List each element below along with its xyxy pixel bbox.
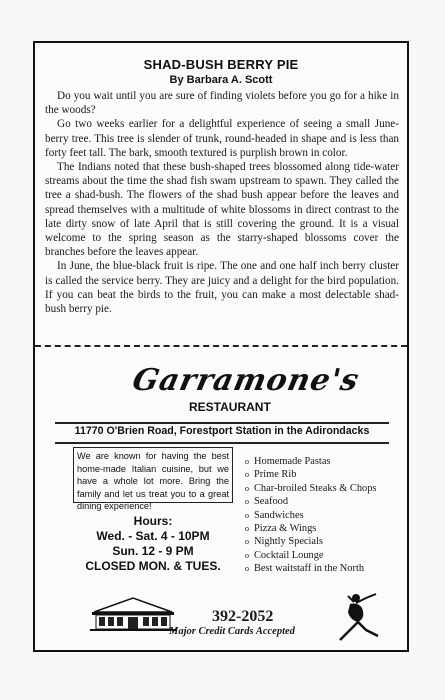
bullet-circle-icon: o	[245, 457, 249, 466]
article-title: SHAD-BUSH BERRY PIE	[143, 57, 299, 72]
menu-item: o Seafood	[245, 496, 289, 508]
menu-item: o Homemade Pastas	[245, 456, 331, 467]
hours-line: Sun. 12 - 9 PM	[112, 544, 194, 558]
bullet-circle-icon: o	[245, 564, 249, 574]
menu-item: o Best waitstaff in the North	[245, 563, 365, 575]
content-frame	[33, 41, 409, 652]
dancing-figure-icon	[336, 592, 382, 642]
address-bar	[55, 422, 389, 444]
restaurant-building-icon	[90, 596, 176, 632]
menu-item: o Char-broiled Steaks & Chops	[245, 482, 377, 494]
hours-line: CLOSED MON. & TUES.	[85, 559, 221, 573]
menu-item: o Sandwiches	[245, 509, 304, 521]
phone-number: 392-2052	[212, 608, 274, 625]
restaurant-address: 11770 O'Brien Road, Forestport Station in the Adirondacks	[74, 425, 370, 437]
section-divider	[35, 345, 407, 347]
bullet-circle-icon: o	[245, 537, 249, 547]
bullet-circle-icon: o	[245, 470, 249, 480]
article-paragraph: Do you wait until you are sure of finding violets before you go for a hike in the woods?	[45, 90, 399, 117]
menu-list	[245, 455, 376, 576]
hours-title: Hours:	[133, 514, 173, 528]
restaurant-label: RESTAURANT	[189, 400, 271, 414]
article-paragraph: The Indians noted that these bush-shaped trees blossomed along tide-water streams about the time the shad fish swam upstream to spawn. They called the tree a shad-bush. The flowers of the shad bush appear before the leaves and spread themselves with a multitude of white blossoms in direct contrast to the late dirty snow of late April that is still covering the ground. It is a visual welcome to the spring season as the starry-shaped blossoms cover the branches before the leaves appear.	[45, 161, 399, 259]
bullet-circle-icon: o	[245, 550, 249, 560]
restaurant-logo: Garramone's	[129, 363, 363, 398]
hours-block	[67, 514, 239, 574]
article-author: By Barbara A. Scott	[169, 74, 273, 86]
article-paragraph: In June, the blue-black fruit is ripe. The one and one half inch berry cluster is called the service berry. They are juicy and a delight for the bird population. If you can beat the birds to the fruit, you can make a most delectable shad-bush berry pie.	[45, 260, 399, 316]
menu-item: o Cocktail Lounge	[245, 549, 324, 561]
bullet-circle-icon: o	[245, 483, 249, 493]
bullet-circle-icon: o	[245, 510, 249, 520]
article-paragraph: Go two weeks earlier for a delightful experience of seeing a small June-berry tree. This tree is slender of trunk, round-headed in shape and is less than forty feet tall. The bark, smooth textured is purplish brown in color.	[45, 118, 399, 159]
hours-line: Wed. - Sat. 4 - 10PM	[96, 529, 210, 543]
credit-cards-note: Major Credit Cards Accepted	[169, 626, 295, 637]
bullet-circle-icon: o	[245, 497, 249, 507]
menu-item: o Prime Rib	[245, 469, 297, 481]
article-body	[45, 89, 399, 316]
bullet-circle-icon: o	[245, 524, 249, 534]
menu-item: o Nightly Specials	[245, 536, 323, 548]
menu-item: o Pizza & Wings	[245, 523, 317, 535]
intro-box: We are known for having the best home-made Italian cuisine, but we have a whole lot more. Bring the family and let us treat you to a great dining experience!	[73, 447, 233, 503]
